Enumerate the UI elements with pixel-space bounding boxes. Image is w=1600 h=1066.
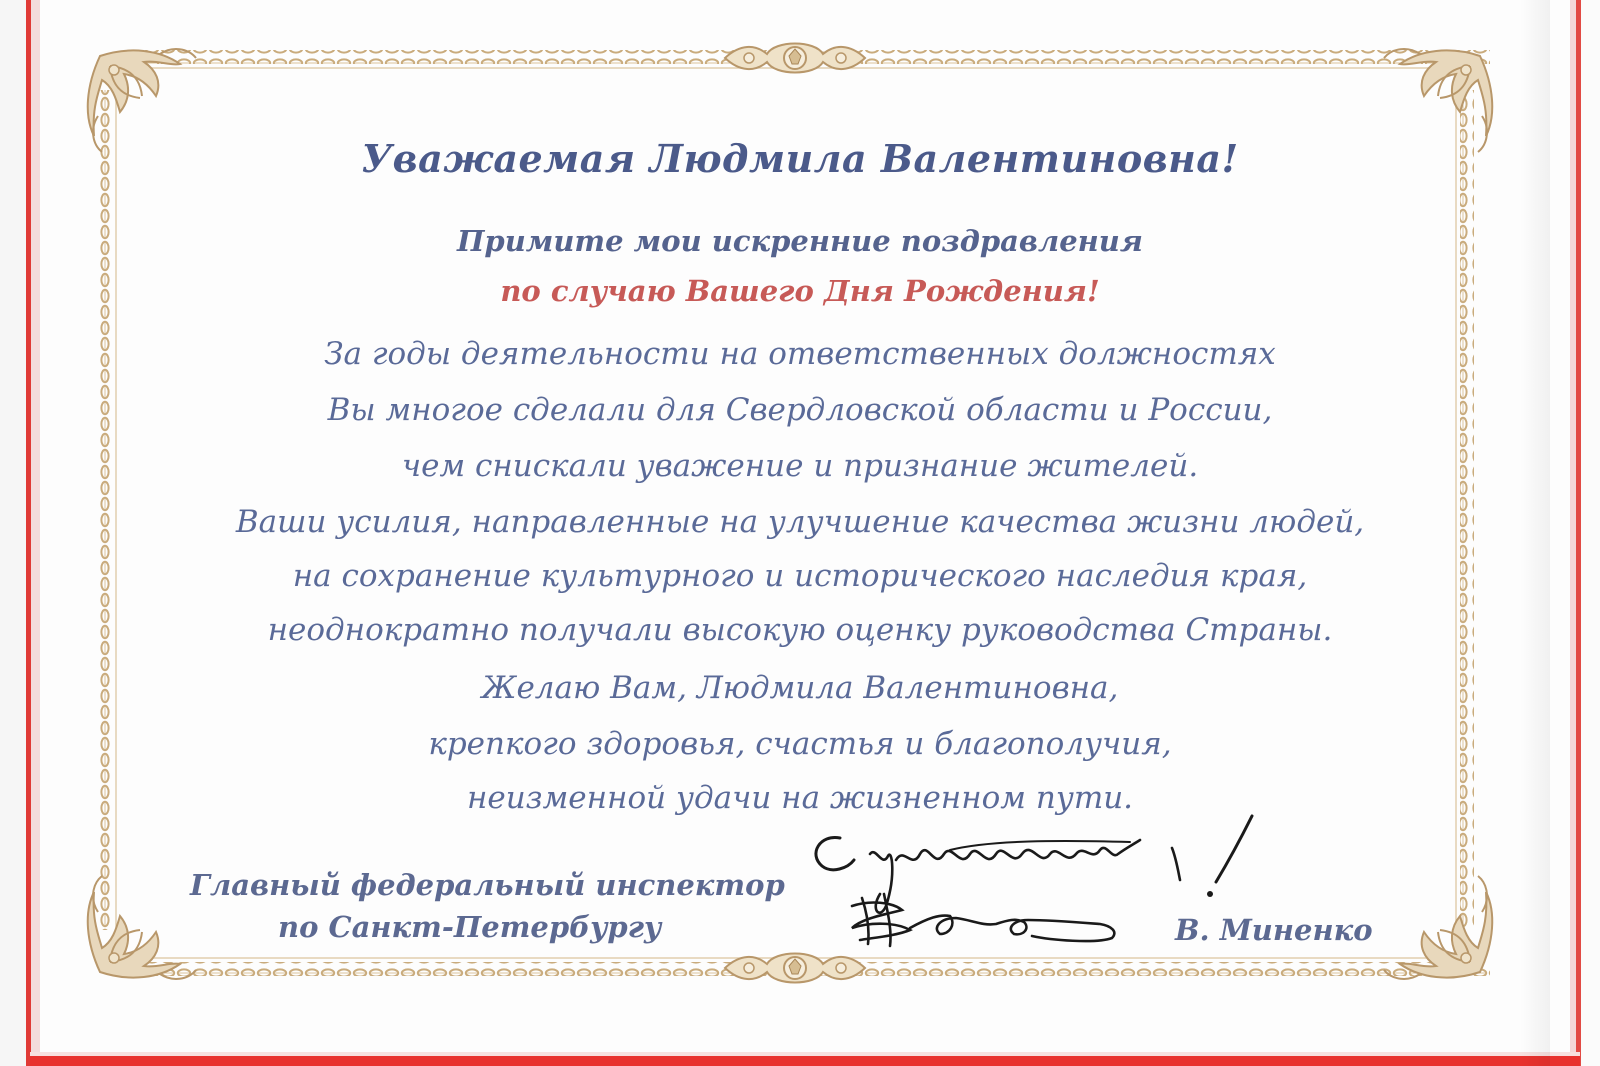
- acanthus-corner-ornament-icon: [1384, 876, 1492, 979]
- body-line: Ваши усилия, направленные на улучшение качества жизни людей,: [235, 504, 1365, 540]
- body-line: на сохранение культурного и исторического наследия края,: [292, 558, 1308, 594]
- body-line: неизменной удачи на жизненном пути.: [466, 780, 1134, 816]
- greeting-line: Примите мои искренние поздравления: [457, 224, 1143, 258]
- body-line: чем снискали уважение и признание жителей.: [401, 448, 1199, 484]
- body-line: Вы многое сделали для Свердловской области и России,: [327, 392, 1273, 428]
- body-line: За годы деятельности на ответственных должностях: [324, 336, 1276, 372]
- crest-ornament-icon: [725, 44, 865, 73]
- signatory-title-line: по Санкт-Петербургу: [278, 910, 662, 944]
- signatory-name: В. Миненко: [1175, 913, 1373, 947]
- signatory-title-line: Главный федеральный инспектор: [190, 868, 785, 902]
- salutation-heading: Уважаемая Людмила Валентиновна!: [361, 136, 1239, 181]
- body-line: крепкого здоровья, счастья и благополучия,: [428, 726, 1172, 762]
- greeting-line-highlight: по случаю Вашего Дня Рождения!: [500, 274, 1100, 308]
- body-line: неоднократно получали высокую оценку руководства Страны.: [267, 612, 1333, 648]
- body-line: Желаю Вам, Людмила Валентиновна,: [481, 670, 1119, 706]
